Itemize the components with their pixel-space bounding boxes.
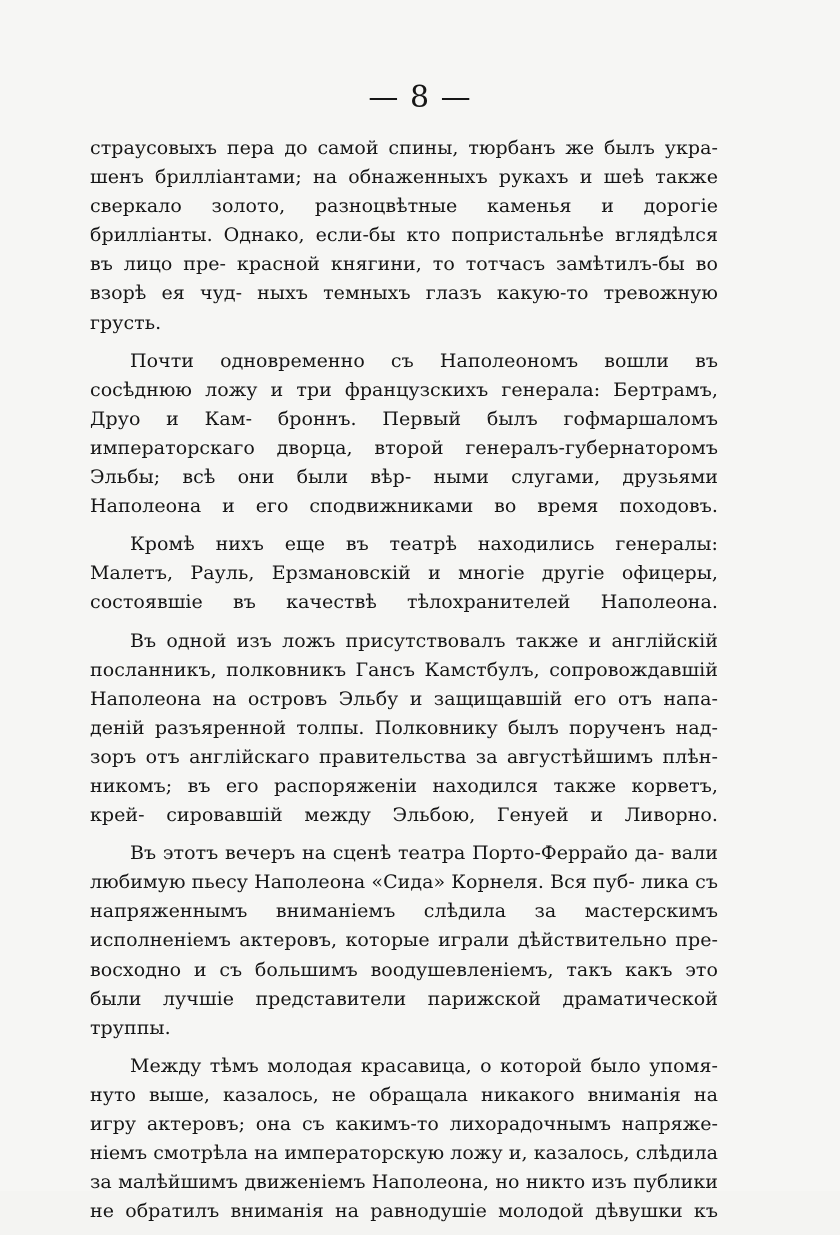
page-number: — 8 —: [368, 80, 472, 115]
paragraph: Между тѣмъ молодая красавица, о которой было упомя- нуто выше, казалось, не обращала никакого вниманiя на игру актеровъ; она съ какимъ-то лихорадочнымъ напряже- нiемъ смотрѣла на императорскую ложу и, казалось, слѣдила за малѣйшимъ движенiемъ Наполеона, но никто изъ публики не обратилъ вниманiя на равнодушiе молодой дѣвушки къ: [90, 1054, 718, 1223]
page-text: [90, 134, 718, 1235]
paragraph: Въ этотъ вечеръ на сценѣ театра Порто-Феррайо да- вали любимую пьесу Наполеона «Сида» Корнеля. Вся пуб- лика съ напряженнымъ вниманiемъ слѣдила за мастерскимъ исполненiемъ актеровъ, которые играли дѣйствительно пре- восходно и съ большимъ воодушевленiемъ, такъ какъ это были лучшiе представители парижской драматической труппы.: [90, 842, 718, 1039]
paragraph: Почти одновременно съ Наполеономъ вошли въ сосѣднюю ложу и три французскихъ генерала: Бертрамъ, Друо и Кам- броннъ. Первый былъ гофмаршаломъ императорскаго дворца, второй генералъ-губернаторомъ Эльбы; всѣ они были вѣр- ными слугами, друзьями Наполеона и его сподвижниками во время походовъ.: [90, 349, 718, 518]
paragraph: страусовыхъ пера до самой спины, тюрбанъ же былъ укра- шенъ бриллiантами; на обнаженныхъ рукахъ и шеѣ также сверкало золото, разноцвѣтные каменья и дорогiе бриллiанты. Однако, если-бы кто попристальнѣе вглядѣлся въ лицо пре- красной княгини, то тотчасъ замѣтилъ-бы во взорѣ ея чуд- ныхъ темныхъ глазъ какую-то тревожную грусть.: [90, 137, 718, 334]
paragraph: Въ одной изъ ложъ присутствовалъ также и англiйскiй посланникъ, полковникъ Гансъ Камстбулъ, сопровождавшiй Наполеона на островъ Эльбу и защищавшiй его отъ напа- денiй разъяренной толпы. Полковнику былъ порученъ над- зоръ отъ англiйскаго правительства за августѣйшимъ плѣн- никомъ; въ его распоряженiи находился также корветъ, крей- сировавшiй между Эльбою, Генуей и Ливорно.: [90, 629, 718, 827]
paragraph: Кромѣ нихъ еще въ театрѣ находились генералы: Малетъ, Рауль, Ерзмановскiй и многiе другiе офицеры, состоявшiе въ качествѣ тѣлохранителей Наполеона.: [90, 533, 718, 614]
